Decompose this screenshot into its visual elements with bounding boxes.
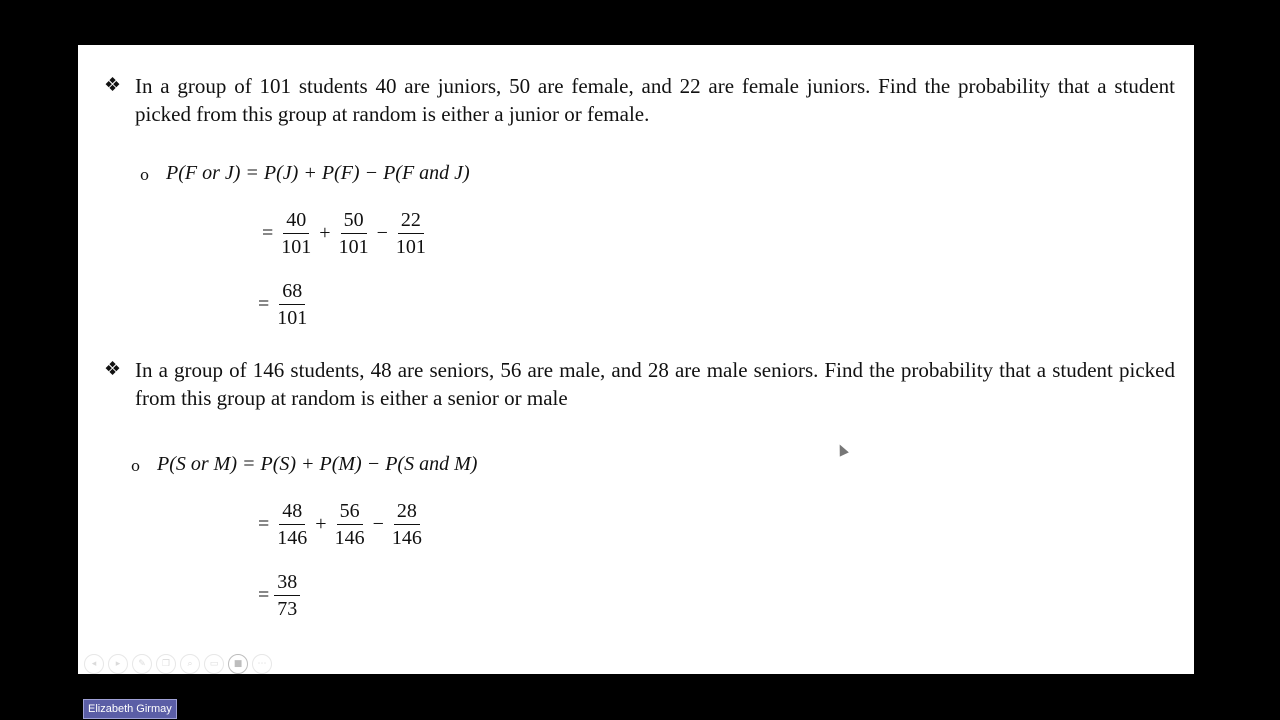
numerator: 56 — [337, 498, 363, 525]
diamond-bullet-icon: ❖ — [104, 74, 122, 96]
more-icon[interactable]: ⋯ — [252, 654, 272, 674]
subtitles-icon[interactable]: ▭ — [204, 654, 224, 674]
denominator: 146 — [391, 527, 422, 549]
diamond-bullet-icon: ❖ — [104, 358, 122, 380]
slideshow-toolbar — [84, 654, 272, 674]
denominator: 101 — [338, 236, 369, 258]
numerator: 48 — [279, 498, 305, 525]
equals-sign: = — [258, 293, 270, 315]
numerator: 68 — [279, 278, 305, 305]
numerator: 50 — [341, 207, 367, 234]
denominator: 101 — [281, 236, 312, 258]
equals-sign: = — [258, 513, 270, 535]
fraction — [393, 207, 429, 260]
sub-bullet-icon: o — [131, 457, 141, 475]
copy-icon[interactable]: ❐ — [156, 654, 176, 674]
pen-icon[interactable]: ✎ — [132, 654, 152, 674]
equals-sign: = — [262, 222, 274, 244]
problem-2-formula: P(S or M) = P(S) + P(M) − P(S and M) — [157, 453, 478, 475]
equals-sign: = — [258, 584, 270, 606]
numerator: 40 — [283, 207, 309, 234]
problem-2-text: In a group of 146 students, 48 are seniors, 56 are male, and 28 are male seniors. Find the probability that a student picked from this group at random is either a senior or male — [135, 358, 1175, 410]
presenter-name-tag: Elizabeth Girmay — [83, 699, 177, 719]
slide — [78, 45, 1194, 674]
plus-sign: + — [319, 222, 331, 244]
problem-1-result — [254, 278, 311, 331]
problem-1-text: In a group of 101 students 40 are juniors, 50 are female, and 22 are female juniors. Find the probability that a student picked from this group at random is either a junior or female. — [135, 74, 1175, 126]
fraction — [332, 498, 368, 551]
problem-2-step-1 — [254, 498, 426, 551]
numerator: 38 — [274, 569, 300, 596]
fraction — [274, 498, 310, 551]
fraction — [274, 278, 310, 331]
forward-arrow-icon[interactable]: ▸ — [108, 654, 128, 674]
mouse-cursor-icon — [835, 442, 849, 456]
denominator: 146 — [277, 527, 308, 549]
denominator: 73 — [277, 598, 298, 620]
minus-sign: − — [376, 222, 388, 244]
back-arrow-icon[interactable]: ◂ — [84, 654, 104, 674]
plus-sign: + — [315, 513, 327, 535]
numerator: 28 — [394, 498, 420, 525]
fraction — [278, 207, 314, 260]
denominator: 146 — [334, 527, 365, 549]
problem-2-result — [254, 569, 301, 622]
fraction — [274, 569, 300, 622]
zoom-icon[interactable]: ⌕ — [180, 654, 200, 674]
numerator: 22 — [398, 207, 424, 234]
problem-1-step-1 — [258, 207, 430, 260]
fraction — [389, 498, 425, 551]
problem-1-formula: P(F or J) = P(J) + P(F) − P(F and J) — [166, 162, 470, 184]
fraction — [336, 207, 372, 260]
minus-sign: − — [372, 513, 384, 535]
denominator: 101 — [395, 236, 426, 258]
sub-bullet-icon: o — [140, 166, 150, 184]
camera-icon[interactable]: ■ — [228, 654, 248, 674]
denominator: 101 — [277, 307, 308, 329]
